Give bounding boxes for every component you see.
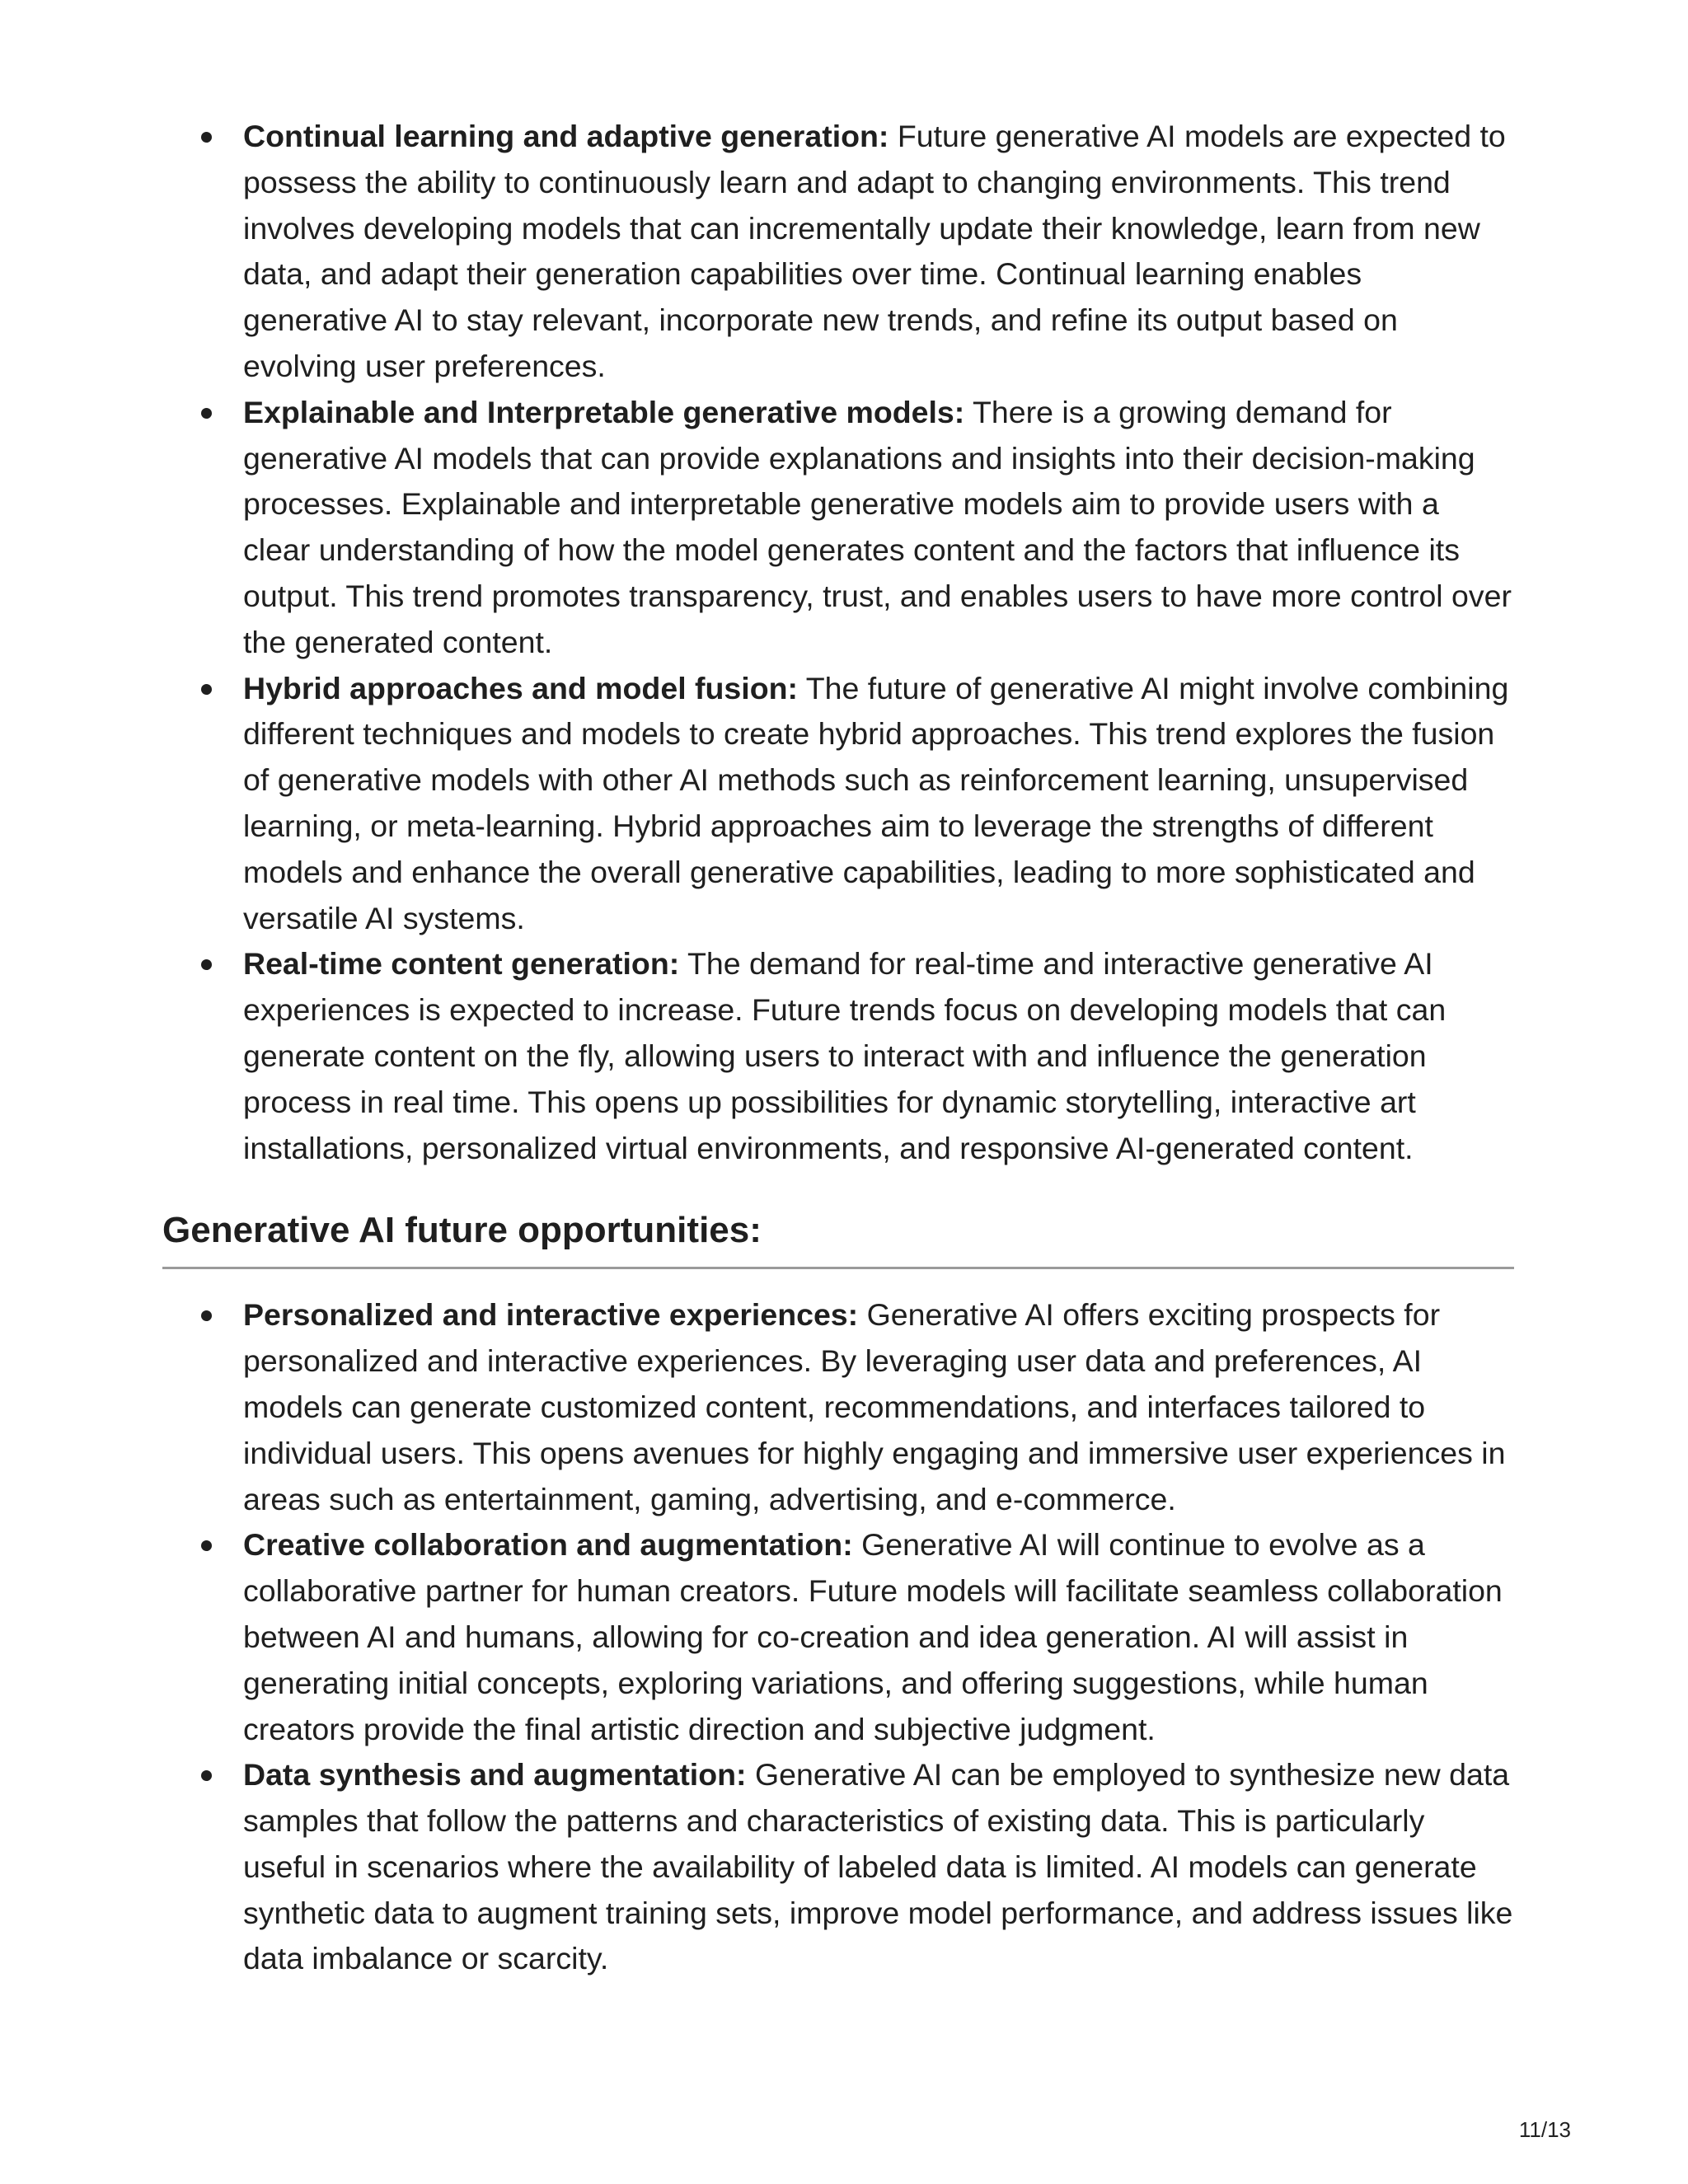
list-item [243, 1752, 1514, 1982]
list-item-title: Data synthesis and augmentation: [243, 1757, 747, 1793]
list-item-title: Continual learning and adaptive generation: [243, 119, 889, 153]
opportunities-list [162, 1292, 1514, 1982]
list-item-text: There is a growing demand for generative AI models that can provide explanations and insights into their decision-making processes. Explainable and interpretable generative models aim to provide users with a clear understanding of how the model generates content and the factors that influence its output. This trend promotes transparency, trust, and enables users to have more control over the generated content. [243, 394, 1512, 659]
list-item [243, 941, 1514, 1171]
list-item-text: The demand for real-time and interactive generative AI experiences is expected to increase. Future trends focus on developing models that can generate content on the fly, allowing users to interact with and influence the generation process in real time. This opens up possibilities for dynamic storytelling, interactive art installations, personalized virtual environments, and responsive AI-generated content. [243, 946, 1447, 1165]
list-item-text: Generative AI offers exciting prospects for personalized and interactive experiences. By leveraging user data and preferences, AI models can generate customized content, recommendations, and interfaces tailored to individual users. This opens avenues for highly engaging and immersive user experiences in areas such as entertainment, gaming, advertising, and e-commerce. [243, 1297, 1506, 1516]
list-item [243, 1522, 1514, 1752]
list-item-title: Personalized and interactive experiences: [243, 1297, 859, 1333]
page-number: 11/13 [1518, 2117, 1571, 2142]
list-item-text: Generative AI will continue to evolve as a collaborative partner for human creators. Future models will facilitate seamless collaboration between AI and humans, allowing for co-creation and idea generation. AI will assist in generating initial concepts, exploring variations, and offering suggestions, while human creators provide the final artistic direction and subjective judgment. [243, 1527, 1503, 1746]
page-content [162, 114, 1514, 1982]
list-item-text: Generative AI can be employed to synthesize new data samples that follow the patterns and characteristics of existing data. This is particularly useful in scenarios where the availability of labeled data is limited. AI models can generate synthetic data to augment training sets, improve model performance, and address issues like data imbalance or scarcity. [243, 1757, 1513, 1976]
section-heading: Generative AI future opportunities: [162, 1207, 1514, 1269]
list-item-title: Creative collaboration and augmentation: [243, 1527, 853, 1563]
trends-list [162, 114, 1514, 1171]
list-item [243, 390, 1514, 666]
list-item [243, 1292, 1514, 1522]
list-item-title: Explainable and Interpretable generative models: [243, 394, 965, 429]
list-item [243, 114, 1514, 390]
list-item-title: Hybrid approaches and model fusion: [243, 670, 799, 705]
list-item-title: Real-time content generation: [243, 946, 680, 982]
list-item [243, 666, 1514, 942]
list-item-text: The future of generative AI might involve combining different techniques and models to create hybrid approaches. This trend explores the fusion of generative models with other AI methods such as reinforcement learning, unsupervised learning, or meta-learning. Hybrid approaches aim to leverage the strengths of different models and enhance the overall generative capabilities, leading to more sophisticated and versatile AI systems. [243, 670, 1509, 935]
list-item-text: Future generative AI models are expected to possess the ability to continuously learn and adapt to changing environments. This trend involves developing models that can incrementally update their knowledge, learn from new data, and adapt their generation capabilities over time. Continual learning enables generative AI to stay relevant, incorporate new trends, and refine its output based on evolving user preferences. [243, 119, 1506, 383]
